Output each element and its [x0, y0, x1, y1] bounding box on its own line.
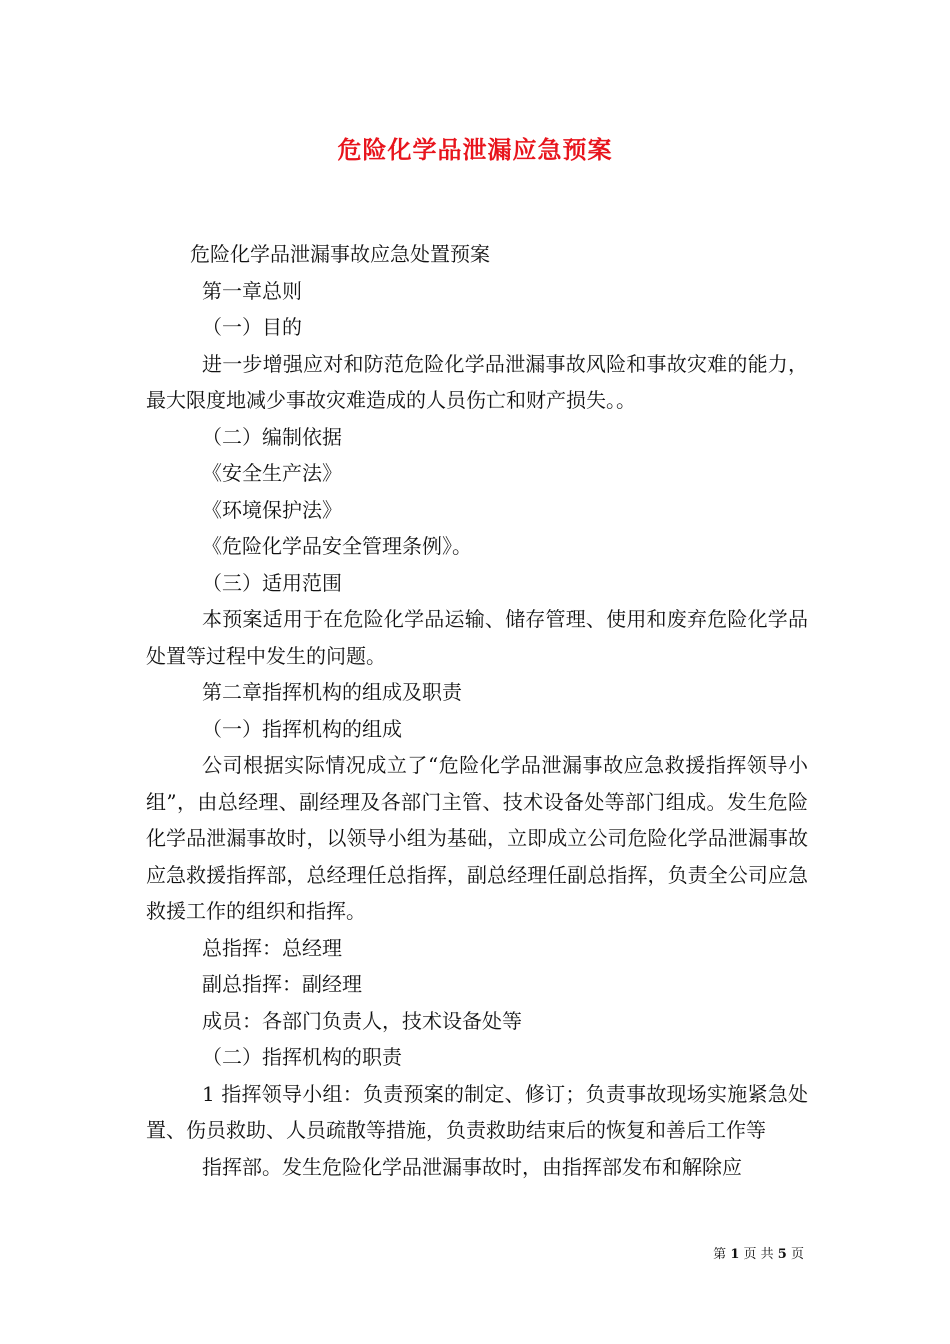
paragraph-section-duties: （二）指挥机构的职责	[202, 1045, 402, 1069]
footer-prefix: 第	[713, 1247, 727, 1262]
paragraph-duty-leadership: 1 指挥领导小组：负责预案的制定、修订；负责事故现场实施紧急处置、伤员救助、人员疏散等措施，负责救助结束后的恢复和善后工作等	[146, 1081, 808, 1142]
paragraph-law-safety: 《安全生产法》	[202, 461, 342, 485]
footer-total-pages: 5	[777, 1247, 787, 1262]
footer-page-number: 1	[730, 1247, 740, 1262]
paragraph-chapter-1: 第一章总则	[202, 278, 302, 303]
page-footer	[713, 1246, 804, 1264]
paragraph-purpose-text: 进一步增强应对和防范危险化学品泄漏事故风险和事故灾难的能力，最大限度地减少事故灾难造成的人员伤亡和财产损失。。	[146, 351, 808, 412]
paragraph-members: 成员：各部门负责人，技术设备处等	[202, 1008, 522, 1033]
paragraph-section-purpose: （一）目的	[202, 315, 302, 339]
footer-mid: 页 共	[743, 1247, 774, 1262]
paragraph-duty-headquarters: 指挥部。发生危险化学品泄漏事故时，由指挥部发布和解除应	[202, 1154, 742, 1179]
paragraph-section-composition: （一）指挥机构的组成	[202, 716, 402, 741]
paragraph-composition-text: 公司根据实际情况成立了“危险化学品泄漏事故应急救援指挥领导小组”，由总经理、副经理及各部门主管、技术设备处等部门组成。发生危险化学品泄漏事故时，以领导小组为基础，立即成立公司危险化学品泄漏事故应急救援指挥部，总经理任总指挥，副总经理任副总指挥，负责全公司应急救援工作的组织和指挥。	[146, 753, 808, 923]
paragraph-scope-text: 本预案适用于在危险化学品运输、储存管理、使用和废弃危险化学品处置等过程中发生的问题。	[146, 607, 808, 668]
paragraph-law-chemicals: 《危险化学品安全管理条例》。	[202, 534, 472, 558]
document-body	[146, 236, 808, 1185]
paragraph-law-environment: 《环境保护法》	[202, 497, 342, 522]
paragraph-chapter-2: 第二章指挥机构的组成及职责	[202, 680, 462, 704]
paragraph-section-scope: （三）适用范围	[202, 570, 342, 595]
paragraph-commander: 总指挥：总经理	[202, 935, 342, 960]
paragraph-deputy-commander: 副总指挥：副经理	[202, 972, 362, 996]
footer-suffix: 页	[790, 1247, 804, 1262]
paragraph-section-basis: （二）编制依据	[202, 424, 342, 449]
document-title: 危险化学品泄漏应急预案	[337, 135, 613, 164]
paragraph-subtitle: 危险化学品泄漏事故应急处置预案	[190, 242, 490, 266]
